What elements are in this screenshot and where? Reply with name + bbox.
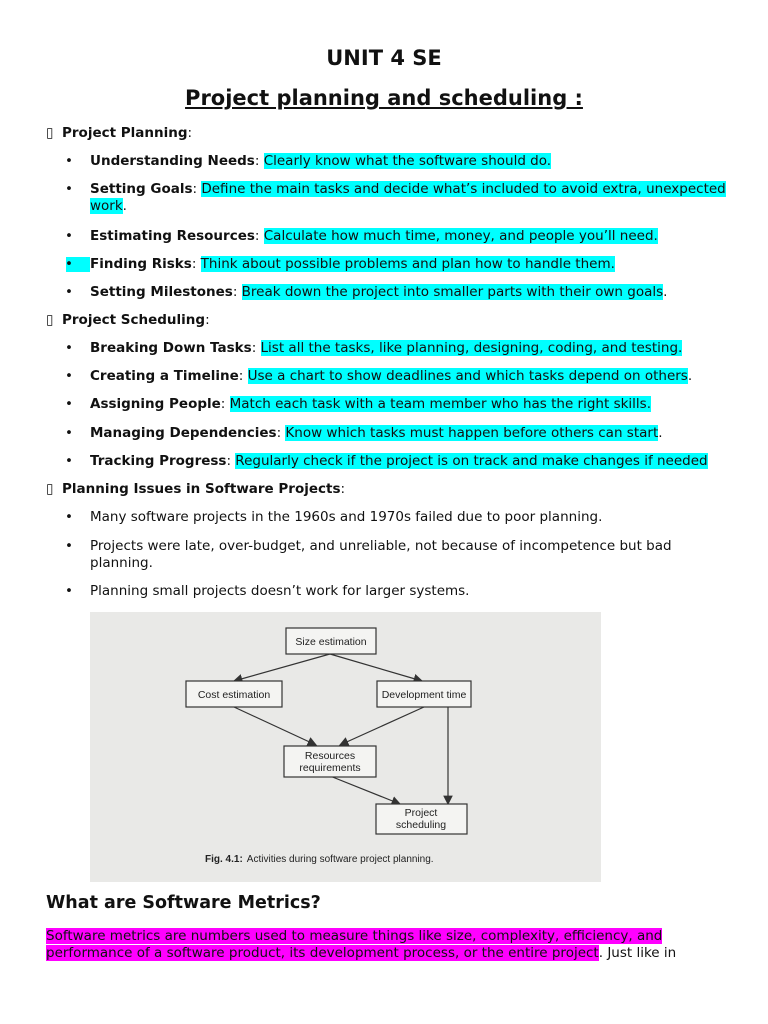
node-label: scheduling — [395, 819, 447, 831]
list-item: • Finding Risks: Think about possible problems and plan how to handle them. — [90, 256, 730, 273]
section-heading-project-scheduling: ▯ Project Scheduling: — [46, 312, 210, 328]
arrow-cost-to-res — [234, 707, 316, 745]
list-item: • Estimating Resources: Calculate how much time, money, and people you’ll need. — [90, 228, 730, 245]
list-item: • Assigning People: Match each task with a team member who has the right skills. — [90, 396, 730, 413]
list-item: • Managing Dependencies: Know which tasks must happen before others can start. — [90, 425, 730, 442]
arrow-dev-to-res — [340, 707, 424, 745]
arrow-size-to-dev — [330, 654, 422, 681]
list-item: • Setting Goals: Define the main tasks and decide what’s included to avoid extra, unexpected work. — [90, 181, 730, 215]
node-label: Resources — [304, 750, 356, 762]
missing-glyph-icon: ▯ — [46, 312, 54, 328]
missing-glyph-icon: ▯ — [46, 125, 54, 141]
section-heading-planning-issues: ▯ Planning Issues in Software Projects: — [46, 481, 346, 497]
list-item: • Setting Milestones: Break down the project into smaller parts with their own goals. — [90, 284, 730, 301]
list-item: • Breaking Down Tasks: List all the tasks, like planning, designing, coding, and testing. — [90, 340, 730, 357]
node-label: Development time — [381, 689, 467, 701]
list-item: • Tracking Progress: Regularly check if the project is on track and make changes if needed — [90, 453, 730, 470]
flow-diagram — [90, 612, 601, 882]
metrics-paragraph: Software metrics are numbers used to measure things like size, complexity, efficiency, and performance of a software product, its development process, or the entire project. Just like in — [46, 928, 677, 961]
page-subtitle: Project planning and scheduling : — [185, 86, 583, 110]
figure-caption: Fig. 4.1: Activities during software project planning. — [205, 854, 434, 865]
unit-title: UNIT 4 SE — [326, 46, 442, 70]
planning-activities-figure — [90, 612, 601, 882]
list-item: • Creating a Timeline: Use a chart to show deadlines and which tasks depend on others. — [90, 368, 730, 385]
arrow-res-to-sched — [330, 776, 400, 804]
list-item: • Many software projects in the 1960s and 1970s failed due to poor planning. — [90, 509, 730, 526]
list-item: • Projects were late, over-budget, and unreliable, not because of incompetence but bad planning. — [90, 538, 730, 572]
list-item: • Planning small projects doesn’t work for larger systems. — [90, 583, 730, 600]
list-item: • Understanding Needs: Clearly know what the software should do. — [90, 153, 730, 170]
section-heading-project-planning: ▯ Project Planning: — [46, 125, 193, 141]
node-label: Cost estimation — [197, 689, 271, 701]
arrow-size-to-cost — [234, 654, 330, 681]
node-label: Size estimation — [295, 636, 367, 648]
metrics-heading: What are Software Metrics? — [46, 893, 321, 913]
missing-glyph-icon: ▯ — [46, 481, 54, 497]
node-label: requirements — [299, 762, 361, 774]
node-label: Project — [404, 807, 438, 819]
